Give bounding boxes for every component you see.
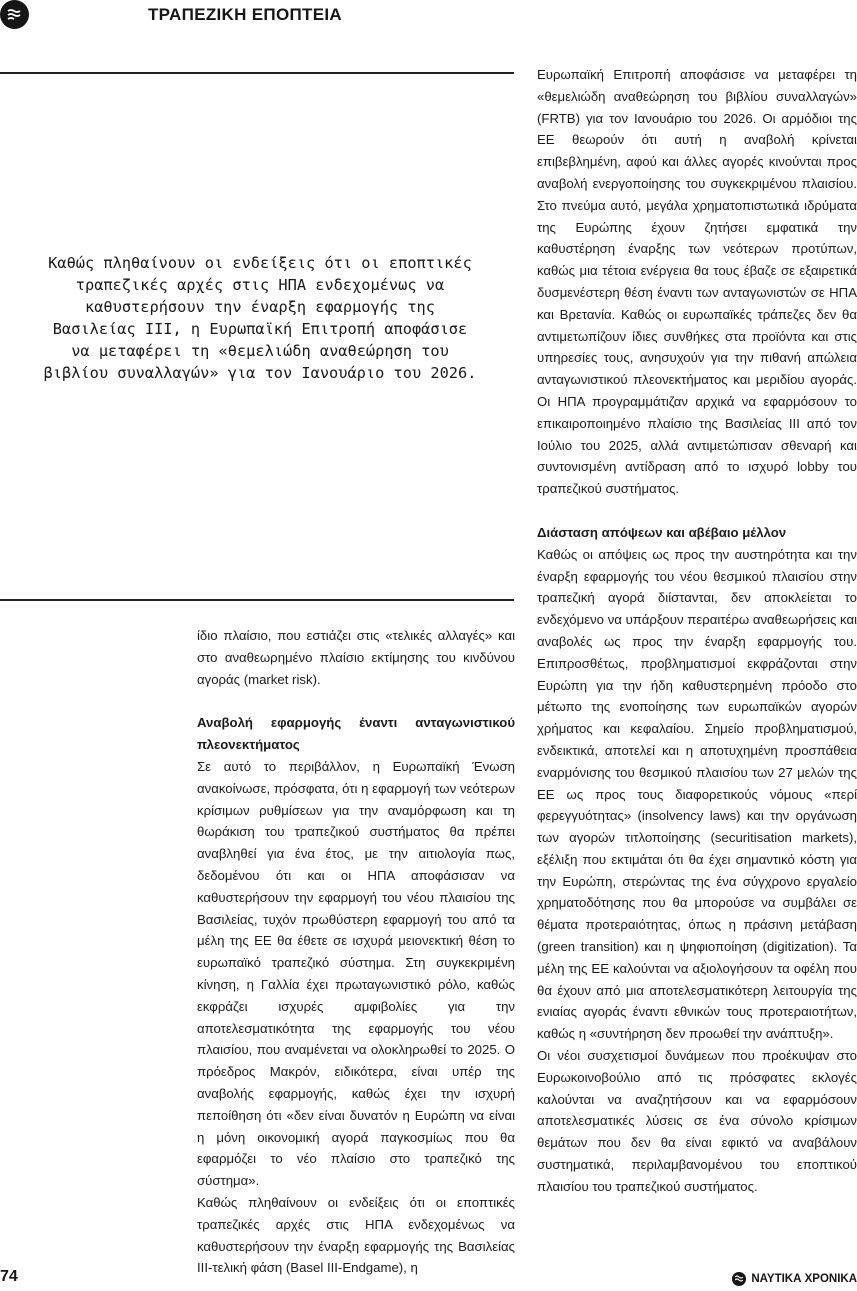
right-article-column (537, 64, 857, 1198)
right-paragraph-1: Ευρωπαϊκή Επιτροπή αποφάσισε να μεταφέρει τη «θεμελιώδη αναθεώρηση του βιβλίου συναλλαγών» (FRTB) για τον Ιανουάριο του 2026. Οι αρμόδιοι της ΕΕ θεωρούν ότι αυτή η αναβολή κρίνεται επιβεβλημένη, αφού και άλλες αγορές κινούνται προς αναβολή ενεργοποίησης του συγκεκριμένου πλαισίου. Στο πνεύμα αυτό, μεγάλα χρηματοπιστωτικά ιδρύματα της Ευρώπης έχουν ζητήσει εμφατικά την καθυστέρηση έναρξης των νεότερων προτύπων, καθώς μια τέτοια ενέργεια θα τους έβαζε σε εξαιρετικά δυσμενέστερη θέση έναντι των ανταγωνιστών σε ΗΠΑ και Βρετανία. Καθώς οι ευρωπαϊκές τράπεζες δεν θα αντιμετωπίζουν ίδιες συνθήκες στα προϊόντα και στις υπηρεσίες τους, ανησυχούν για την πιθανή απώλεια ανταγωνιστικού πλεονεκτήματος και μεριδίου αγοράς. Οι ΗΠΑ προγραμμάτιζαν αρχικά να εφαρμόσουν το επικαιροποιημένο πλαίσιο της Βασιλείας III από τον Ιούλιο του 2025, αλλά αντιμετώπισαν σθεναρή και συντονισμένη αντίδραση από το ισχυρό lobby του τραπεζικού συστήματος. (537, 67, 857, 497)
left-paragraph-1: Σε αυτό το περιβάλλον, η Ευρωπαϊκή Ένωση ανακοίνωσε, πρόσφατα, ότι η εφαρμογή των νεότερων κρίσιμων ρυθμίσεων για την αναμόρφωση και τη θωράκιση του τραπεζικού συστήματος θα πρέπει αναβληθεί για ένα έτος, με την αιτιολογία πως, δεδομένου ότι και οι ΗΠΑ αποφάσισαν να καθυστερήσουν την εφαρμογή του νέου πλαισίου της Βασιλείας, τυχόν πρωθύστερη εφαρμογή του από τα μέλη της ΕΕ θα έθετε σε ισχυρά μειονεκτική θέση το ευρωπαϊκό τραπεζικό σύστημα. Στη συγκεκριμένη κίνηση, η Γαλλία έχει πρωταγωνιστικό ρόλο, καθώς εκφράζει ισχυρές αμφιβολίες για την αποτελεσματικότητα της εφαρμογής του νέου πλαισίου, που αναμένεται να ολοκληρωθεί το 2025. Ο πρόεδρος Μακρόν, ειδικότερα, είναι υπέρ της αναβολής εφαρμογής, καθώς έχει την ισχυρή πεποίθηση ότι «δεν είναι δυνατόν η Ευρώπη να είναι η μόνη οικονομική αγορά παγκοσμίως που θα εφαρμόζει το νέο πλαίσιο στο τραπεζικό της σύστημα». (197, 758, 515, 1189)
pull-quote-top-rule (0, 72, 514, 74)
brand-logo-icon (732, 1272, 746, 1286)
right-paragraph-3: Οι νέοι συσχετισμοί δυνάμεων που προέκυψαν στο Ευρωκοινοβούλιο από τις πρόσφατες εκλογές καλούνται να αναζητήσουν και να εφαρμόσουν αποτελεσματικές λύσεις σε ένα σύνολο κρίσιμων θεμάτων που δεν θα είναι εφικτό να αναβάλουν συστηματικά, περιλαμβανομένου του εποπτικού πλαισίου του τραπεζικού συστήματος. (537, 1048, 857, 1194)
wave-lines-icon (7, 8, 21, 20)
right-paragraph-2: Καθώς οι απόψεις ως προς την αυστηρότητα και την έναρξη εφαρμογής του νέου θεσμικού πλαισίου στην τραπεζική αγορά διίστανται, δεν αποκλείεται το ενδεχόμενο να υπάρξουν περαιτέρω αναθεωρήσεις και αναβολές ως προς την έναρξη εφαρμογής του. Επιπροσθέτως, προβληματισμοί εκφράζονται στην Ευρώπη για την ήδη καθυστερημένη πρόοδο στο μέτωπο της ενοποίησης των ευρωπαϊκών αγορών χρήματος και κεφαλαίου. Σημείο προβληματισμού, ενδεικτικά, αποτελεί και η αποτυχημένη προσπάθεια εναρμόνισης του θεσμικού πλαισίου των 27 μελών της ΕΕ ως προς τους διαφορετικούς νόμους «περί φερεγγυότητας» (insolvency laws) και την οργάνωση των αγορών τιτλοποίησης (securitisation markets), εξέλιξη που εκτιμάται ότι θα έχει σημαντικό κόστη για την Ευρώπη, στερώντας της ένα σύγχρονο εργαλείο χρηματοδότησης που θα μπορούσε να συμβάλει σε θέματα προτεραιότητας, όπως η πράσινη μετάβαση (green transition) και η ψηφιοποίηση (digitization). Τα μέλη της ΕΕ καλούνται να αξιολογήσουν τα οφέλη που θα έχουν από μια αποτελεσματικότερη λειτουργία της ενιαίας αγοράς έναντι εθνικών τους προτεραιοτήτων, καθώς η «συντήρηση δεν προωθεί την ανάπτυξη». (537, 546, 857, 1042)
pull-quote-bottom-rule (0, 599, 514, 601)
publication-logo-icon (0, 0, 29, 29)
left-paragraph-2: Καθώς πληθαίνουν οι ενδείξεις ότι οι εποπτικές τραπεζικές αρχές στις ΗΠΑ ενδεχομένως να καθυστερήσουν την έναρξη εφαρμογής της Βασιλείας III-τελική φάση (Basel III-Endgame), η (197, 1194, 515, 1276)
left-intro-paragraph: ίδιο πλαίσιο, που εστιάζει στις «τελικές αλλαγές» και στο αναθεωρημένο πλαίσιο εκτίμησης του κινδύνου αγοράς (market risk). (197, 628, 515, 687)
left-section-heading: Αναβολή εφαρμογής έναντι ανταγωνιστικού πλεονεκτήματος (197, 715, 515, 753)
page-number: 74 (0, 1268, 18, 1285)
brand-name: ΝΑΥΤΙΚΑ ΧΡΟΝΙΚΑ (751, 1273, 857, 1285)
section-title: ΤΡΑΠΕΖΙΚΗ ΕΠΟΠΤΕΙΑ (148, 5, 342, 24)
left-article-column (197, 625, 515, 1279)
footer-brand (732, 1272, 857, 1286)
right-section-heading: Διάσταση απόψεων και αβέβαιο μέλλον (537, 524, 787, 540)
pull-quote: Καθώς πληθαίνουν οι ενδείξεις ότι οι εποπτικές τραπεζικές αρχές στις ΗΠΑ ενδεχομένως να καθυστερήσουν την έναρξη εφαρμογής της Βασιλείας III, η Ευρωπαϊκή Επιτροπή αποφάσισε να μεταφέρει τη «θεμελιώδη αναθεώρηση του βιβλίου συναλλαγών» για τον Ιανουάριο του 2026. (43, 254, 477, 382)
